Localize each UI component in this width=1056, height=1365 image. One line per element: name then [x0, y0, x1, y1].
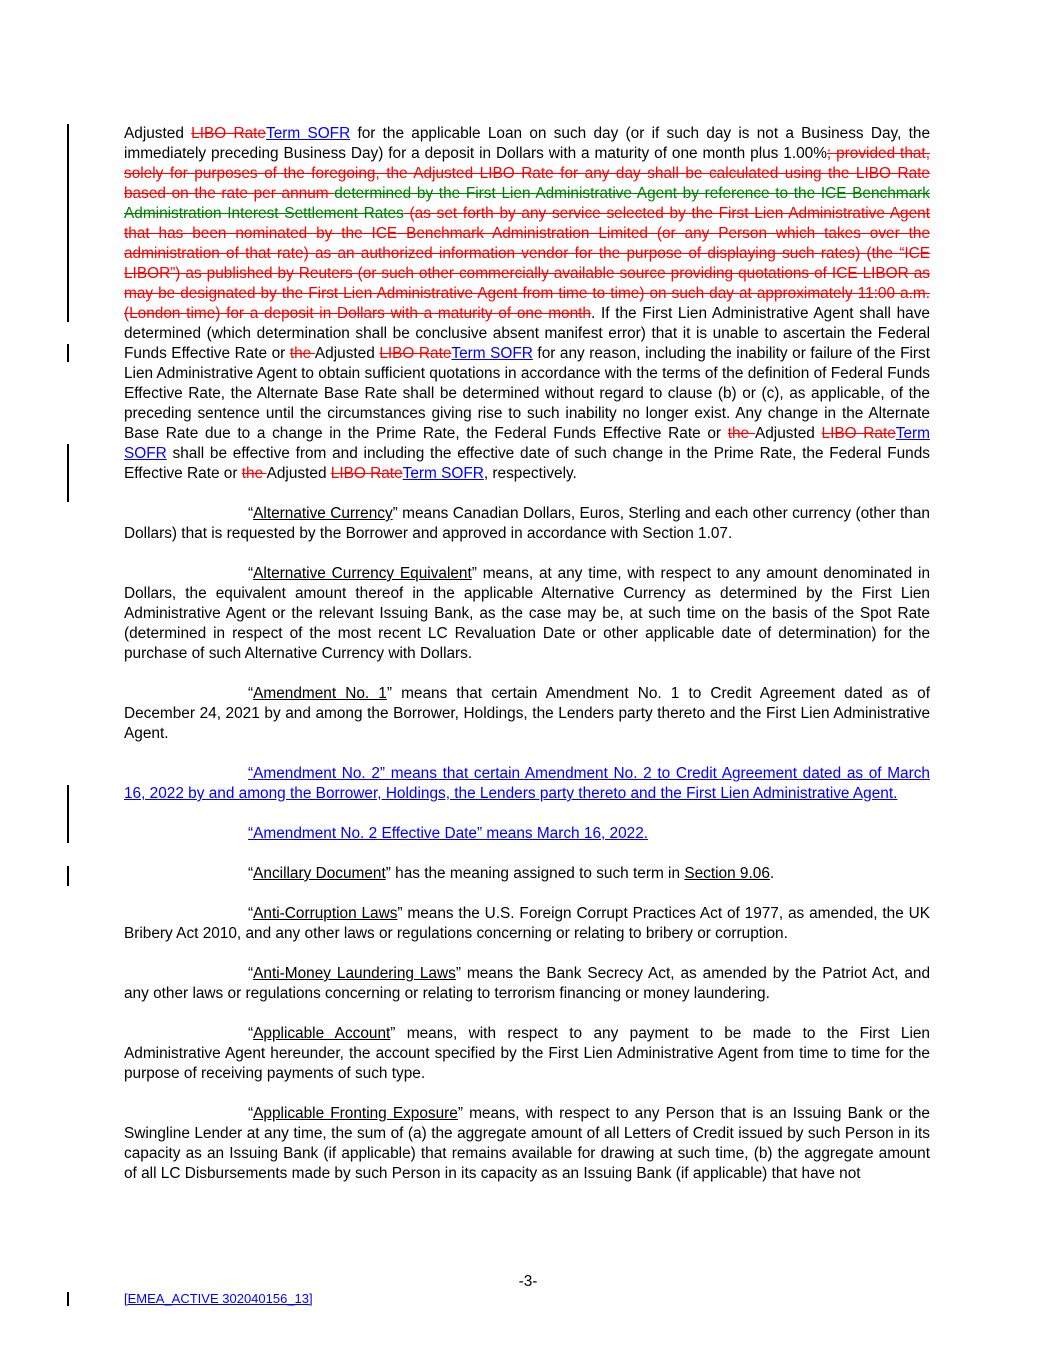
change-bar: [67, 785, 69, 843]
document-id-footer: [EMEA_ACTIVE 302040156_13]: [124, 1291, 313, 1306]
defined-term: Alternative Currency Equivalent: [253, 565, 472, 582]
document-body: [124, 124, 930, 1204]
definition-applicable-account: “Applicable Account” means, with respect to any payment to be made to the First Lien Administrative Agent hereunder, the account specified by the First Lien Administrative Agent from time to time for the purpose of receiving payments of such type.: [124, 1025, 930, 1082]
defined-term: Applicable Fronting Exposure: [253, 1105, 458, 1122]
defined-term: Anti-Corruption Laws: [253, 905, 398, 922]
change-bar: [67, 1292, 69, 1306]
change-bar: [67, 444, 69, 502]
inserted-text: “Amendment No. 2” means that certain Amendment No. 2 to Credit Agreement dated as of March 16, 2022 by and among the Borrower, Holdings, the Lenders party thereto and the First Lien Administrative Agent.: [124, 765, 930, 802]
change-bar: [67, 866, 69, 886]
defined-term: Alternative Currency: [253, 505, 393, 522]
defined-term: Anti-Money Laundering Laws: [253, 965, 456, 982]
definition-anti-money-laundering-laws: “Anti-Money Laundering Laws” means the Bank Secrecy Act, as amended by the Patriot Act, and any other laws or regulations concerning or relating to terrorism financing or money laundering.: [124, 965, 930, 1002]
paragraph-alternate-base-rate: Adjusted LIBO RateTerm SOFR for the applicable Loan on such day (or if such day is not a Business Day, the immediately preceding Business Day) for a deposit in Dollars with a maturity of one month plus 1.00%; provided that, solely for purposes of the foregoing, the Adjusted LIBO Rate for any day shall be calculated using the LIBO Rate based on the rate per annum determined by the First Lien Administrative Agent by reference to the ICE Benchmark Administration Interest Settlement Rates (as set forth by any service selected by the First Lien Administrative Agent that has been nominated by the ICE Benchmark Administration Limited (or any Person which takes over the administration of that rate) as an authorized information vendor for the purpose of displaying such rates) (the “ICE LIBOR”) as published by Reuters (or such other commercially available source providing quotations of ICE LIBOR as may be designated by the First Lien Administrative Agent from time to time) on such day at approximately 11:00 a.m. (London time) for a deposit in Dollars with a maturity of one month. If the First Lien Administrative Agent shall have determined (which determination shall be conclusive absent manifest error) that it is unable to ascertain the Federal Funds Effective Rate or the Adjusted LIBO RateTerm SOFR for any reason, including the inability or failure of the First Lien Administrative Agent to obtain sufficient quotations in accordance with the terms of the definition of Federal Funds Effective Rate, the Alternate Base Rate shall be determined without regard to clause (b) or (c), as applicable, of the preceding sentence until the circumstances giving rise to such inability no longer exist. Any change in the Alternate Base Rate due to a change in the Prime Rate, the Federal Funds Effective Rate or the Adjusted LIBO RateTerm SOFR shall be effective from and including the effective date of such change in the Prime Rate, the Federal Funds Effective Rate or the Adjusted LIBO RateTerm SOFR, respectively.: [124, 125, 931, 482]
definition-ancillary-document: “Ancillary Document” has the meaning assigned to such term in Section 9.06.: [248, 865, 775, 882]
page-number: -3-: [518, 1273, 538, 1290]
definition-amendment-no-1: “Amendment No. 1” means that certain Amendment No. 1 to Credit Agreement dated as of December 24, 2021 by and among the Borrower, Holdings, the Lenders party thereto and the First Lien Administrative Agent.: [124, 685, 930, 742]
section-reference: Section 9.06: [684, 865, 770, 882]
definition-alternative-currency: “Alternative Currency” means Canadian Dollars, Euros, Sterling and each other currency (other than Dollars) that is requested by the Borrower and approved in accordance with Section 1.07.: [124, 505, 930, 542]
defined-term: Amendment No. 1: [253, 685, 387, 702]
definition-applicable-fronting-exposure: “Applicable Fronting Exposure” means, with respect to any Person that is an Issuing Bank or the Swingline Lender at any time, the sum of (a) the aggregate amount of all Letters of Credit issued by such Person in its capacity as an Issuing Bank (if applicable) that remains available for drawing at such time, (b) the aggregate amount of all LC Disbursements made by such Person in its capacity as an Issuing Bank (if applicable) that have not: [124, 1105, 930, 1182]
inserted-text: “Amendment No. 2 Effective Date” means March 16, 2022.: [248, 825, 649, 842]
change-bar: [67, 124, 69, 322]
definition-amendment-no-2-effective-date: [124, 824, 930, 844]
definition-alternative-currency-equivalent: “Alternative Currency Equivalent” means, at any time, with respect to any amount denominated in Dollars, the equivalent amount thereof in the applicable Alternative Currency as determined by the First Lien Administrative Agent or the relevant Issuing Bank, as the case may be, at such time on the basis of the Spot Rate (determined in respect of the most recent LC Revaluation Date or other applicable date of determination) for the purchase of such Alternative Currency with Dollars.: [124, 565, 931, 662]
change-bar: [67, 344, 69, 362]
definition-amendment-no-2: [124, 764, 930, 804]
defined-term: Ancillary Document: [253, 865, 386, 882]
definition-anti-corruption-laws: “Anti-Corruption Laws” means the U.S. Foreign Corrupt Practices Act of 1977, as amended, the UK Bribery Act 2010, and any other laws or regulations concerning or relating to bribery or corruption.: [124, 905, 930, 942]
defined-term: Applicable Account: [253, 1025, 391, 1042]
